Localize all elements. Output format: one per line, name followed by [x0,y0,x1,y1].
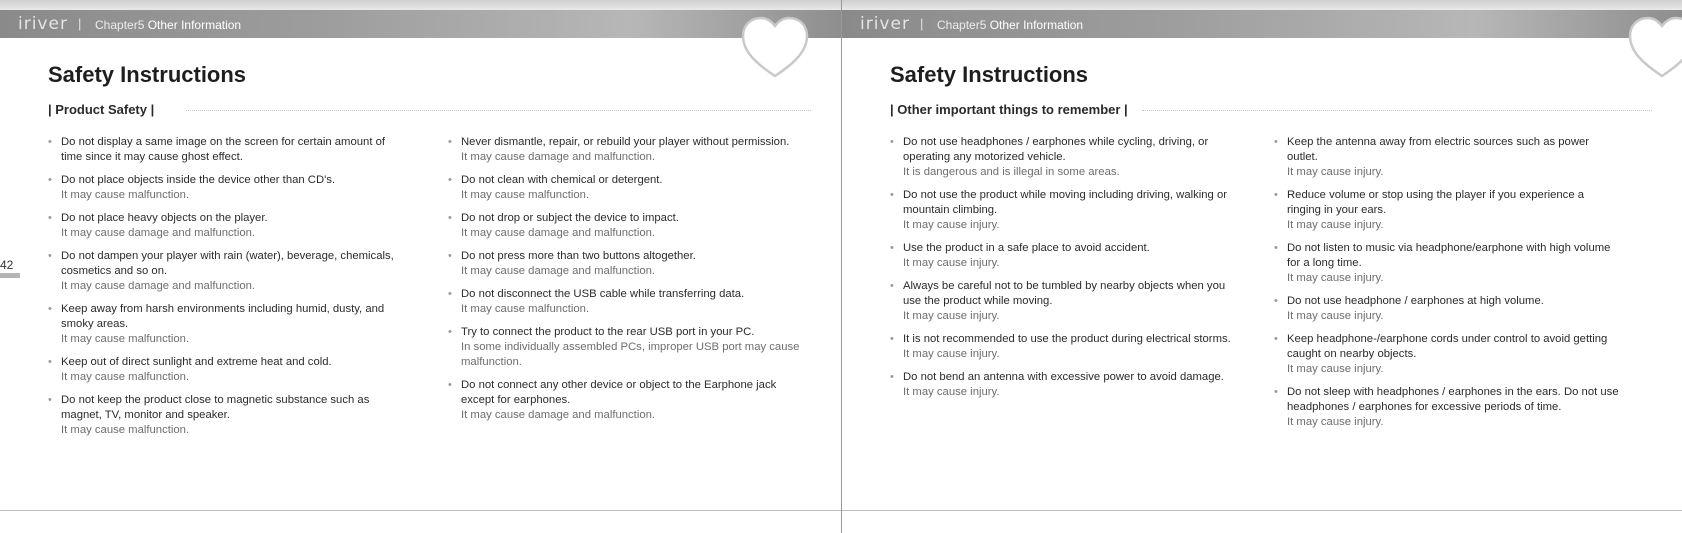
right-page [841,0,1682,533]
instruction-consequence: It may cause injury. [1287,363,1384,375]
instruction-item [890,188,1235,233]
instruction-text: • Do not connect any other device or object to the Earphone jack except for earphones. [461,379,777,406]
instruction-consequence: It may cause malfunction. [61,371,190,383]
instruction-item [448,287,808,317]
instruction-item [1274,332,1619,377]
instruction-text: • Do not sleep with headphones / earphones in the ears. Do not use headphones / earphones for excessive periods of time. [1287,386,1619,413]
instruction-text: • Do not place heavy objects on the player. [61,212,268,224]
instruction-item [448,211,808,241]
instruction-item [1274,241,1619,286]
instruction-consequence: In some individually assembled PCs, improper USB port may cause malfunction. [461,341,800,368]
top-bar [0,0,841,10]
brand-logo: iriver [18,14,68,34]
instruction-item [1274,188,1619,233]
section-subhead: | Product Safety | [48,102,155,117]
instruction-text: • Keep away from harsh environments including humid, dusty, and smoky areas. [61,303,385,330]
right-column-2 [1274,135,1619,438]
header-separator: | [920,16,924,31]
instruction-text: • Do not bend an antenna with excessive power to avoid damage. [903,371,1224,383]
instruction-text: • Always be careful not to be tumbled by nearby objects when you use the product while moving. [903,280,1226,307]
instruction-consequence: It may cause injury. [903,257,1000,269]
instruction-item [890,279,1235,324]
instruction-text: • Try to connect the product to the rear USB port in your PC. [461,326,755,338]
chapter-prefix: Chapter5 [937,18,987,32]
left-column-2 [448,135,808,431]
instruction-text: • Use the product in a safe place to avoid accident. [903,242,1150,254]
instruction-consequence: It may cause malfunction. [61,333,190,345]
instruction-consequence: It may cause injury. [903,310,1000,322]
instruction-text: • Do not disconnect the USB cable while transferring data. [461,288,745,300]
chapter-label [95,18,241,32]
brand-logo: iriver [860,14,910,34]
instruction-text: • Never dismantle, repair, or rebuild your player without permission. [461,136,790,148]
page-number-marker [0,273,20,278]
section-subhead: | Other important things to remember | [890,102,1128,117]
instruction-item [448,378,808,423]
chapter-header [0,10,841,38]
instruction-text: • Do not keep the product close to magnetic substance such as magnet, TV, monitor and speaker. [61,394,370,421]
instruction-consequence: It may cause injury. [1287,416,1384,428]
instruction-text: • Keep the antenna away from electric sources such as power outlet. [1287,136,1590,163]
instruction-item [48,302,408,347]
chapter-title: Other Information [989,18,1084,32]
instruction-consequence: It may cause damage and malfunction. [61,227,256,239]
instruction-consequence: It may cause damage and malfunction. [61,280,256,292]
bottom-rule [842,510,1682,511]
instruction-item [1274,294,1619,324]
instruction-text: • Keep out of direct sunlight and extreme heat and cold. [61,356,332,368]
top-bar [842,0,1682,10]
subhead-rule [1142,110,1652,111]
instruction-text: • Do not listen to music via headphone/earphone with high volume for a long time. [1287,242,1611,269]
instruction-item [448,135,808,165]
instruction-text: • Do not use headphones / earphones while cycling, driving, or operating any motorized vehicle. [903,136,1209,163]
instruction-consequence: It may cause damage and malfunction. [461,265,656,277]
instruction-text: • Do not clean with chemical or detergent. [461,174,663,186]
instruction-consequence: It may cause malfunction. [61,189,190,201]
instruction-item [48,393,408,438]
instruction-text: • Reduce volume or stop using the player if you experience a ringing in your ears. [1287,189,1585,216]
instruction-text: • Do not press more than two buttons altogether. [461,250,696,262]
instruction-item [48,249,408,294]
instruction-consequence: It may cause damage and malfunction. [461,151,656,163]
instruction-consequence: It may cause injury. [903,386,1000,398]
instruction-text: • Do not use the product while moving including driving, walking or mountain climbing. [903,189,1228,216]
instruction-item [48,135,408,165]
instruction-item [448,249,808,279]
page-title: Safety Instructions [48,62,247,87]
right-column-1 [890,135,1235,408]
instruction-item [1274,385,1619,430]
instruction-item [448,325,808,370]
bottom-rule [0,510,841,511]
instruction-item [890,135,1235,180]
instruction-item [448,173,808,203]
subhead-rule [186,110,811,111]
chapter-header [842,10,1682,38]
heart-outline-icon [1624,14,1682,82]
instruction-consequence: It may cause malfunction. [461,303,590,315]
instruction-item [890,332,1235,362]
instruction-text: • Do not drop or subject the device to impact. [461,212,679,224]
instruction-consequence: It may cause injury. [1287,272,1384,284]
instruction-consequence: It may cause injury. [1287,166,1384,178]
instruction-item [890,370,1235,400]
instruction-text: • Do not use headphone / earphones at high volume. [1287,295,1544,307]
instruction-consequence: It may cause injury. [903,219,1000,231]
page-title: Safety Instructions [890,62,1089,87]
instruction-consequence: It may cause injury. [1287,219,1384,231]
heart-outline-icon [737,14,813,82]
instruction-text: • Do not dampen your player with rain (water), beverage, chemicals, cosmetics and so on. [61,250,394,277]
instruction-item [1274,135,1619,180]
chapter-title: Other Information [147,18,242,32]
instruction-consequence: It may cause damage and malfunction. [461,409,656,421]
instruction-text: • Do not place objects inside the device other than CD's. [61,174,336,186]
instruction-text: • Do not display a same image on the screen for certain amount of time since it may cause ghost effect. [61,136,386,163]
instruction-consequence: It may cause malfunction. [61,424,190,436]
instruction-item [48,355,408,385]
page-number: 42 [0,258,14,272]
instruction-item [48,173,408,203]
instruction-text: • Keep headphone-/earphone cords under control to avoid getting caught on nearby objects. [1287,333,1608,360]
instruction-consequence: It is dangerous and is illegal in some areas. [903,166,1120,178]
instruction-consequence: It may cause injury. [1287,310,1384,322]
instruction-consequence: It may cause malfunction. [461,189,590,201]
instruction-item [48,211,408,241]
chapter-label [937,18,1083,32]
instruction-item [890,241,1235,271]
left-column-1 [48,135,408,446]
chapter-prefix: Chapter5 [95,18,145,32]
instruction-consequence: It may cause injury. [903,348,1000,360]
instruction-consequence: It may cause damage and malfunction. [461,227,656,239]
header-separator: | [78,16,82,31]
instruction-text: • It is not recommended to use the product during electrical storms. [903,333,1231,345]
